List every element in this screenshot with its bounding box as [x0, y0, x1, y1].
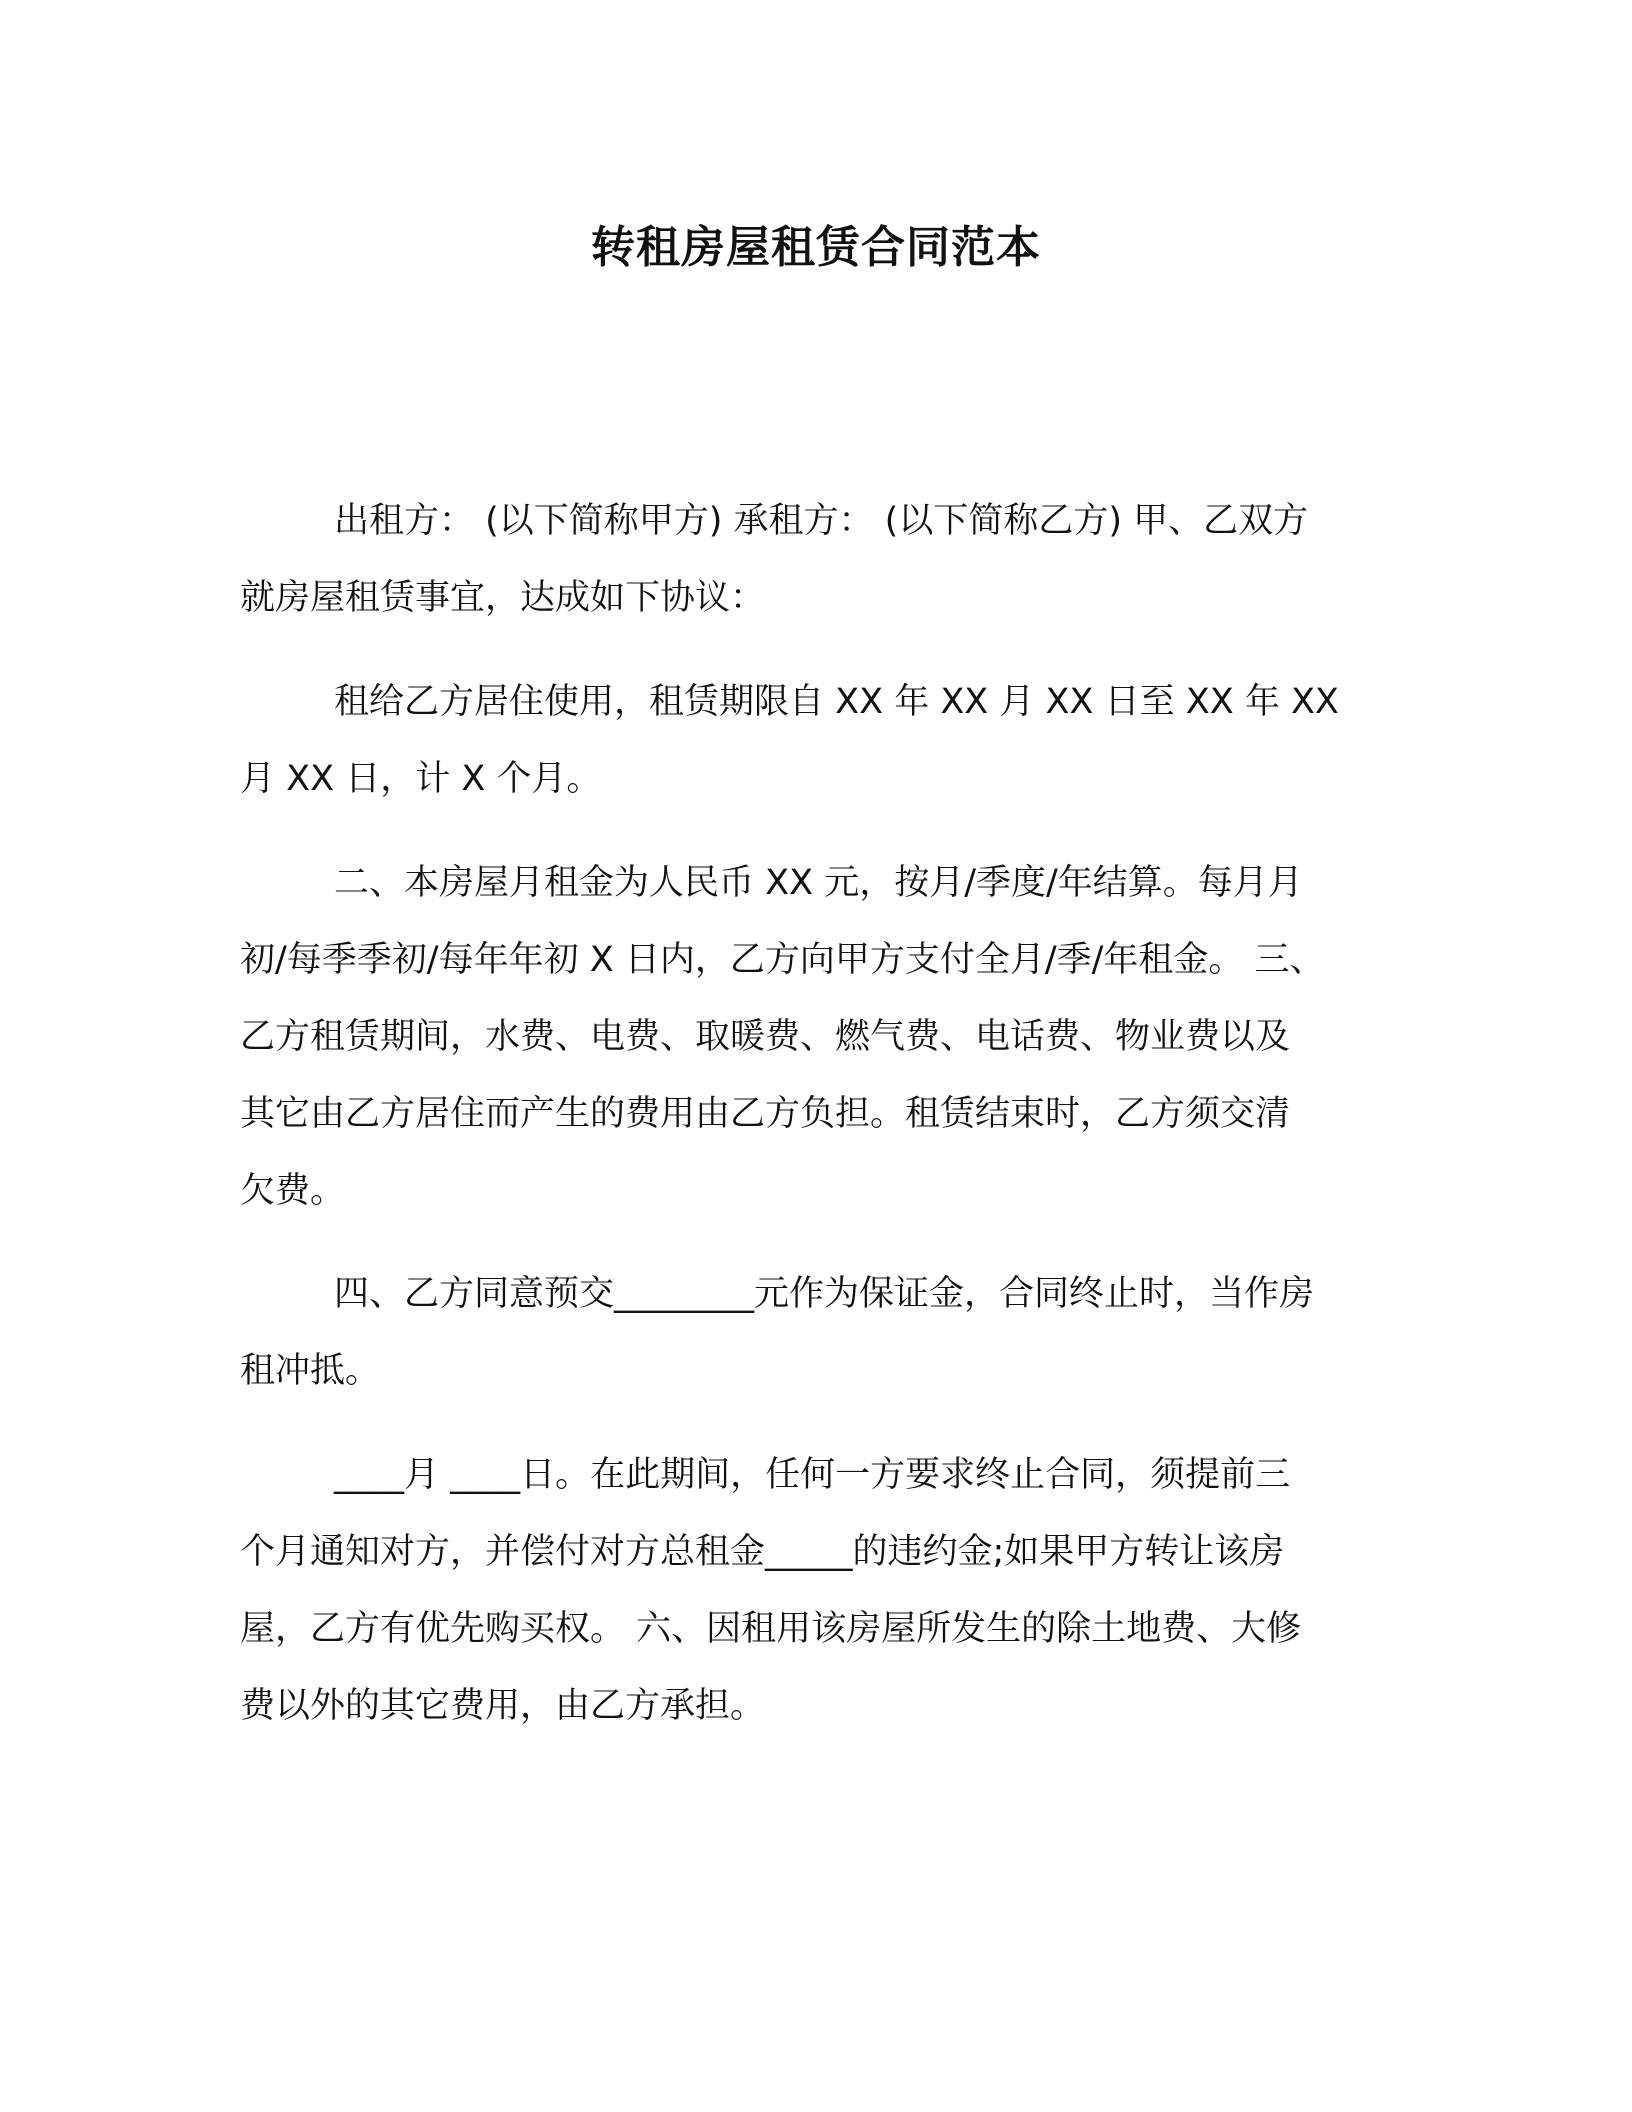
paragraph-line: 月 XX 日，计 X 个月。 — [240, 759, 602, 799]
paragraph-line: 租给乙方居住使用，租赁期限自 XX 年 XX 月 XX 日至 XX 年 XX — [334, 682, 1339, 722]
paragraph-rent-and-fees — [240, 845, 1380, 1230]
paragraph-line: 屋，乙方有优先购买权。 六、因租用该房屋所发生的除土地费、大修 — [240, 1609, 1302, 1649]
paragraph-line: 其它由乙方居住而产生的费用由乙方负担。租赁结束时，乙方须交清 — [240, 1094, 1291, 1134]
paragraph-deposit — [240, 1256, 1380, 1410]
paragraph-line: ____月 ____日。在此期间，任何一方要求终止合同，须提前三 — [334, 1455, 1291, 1495]
paragraph-line: 四、乙方同意预交________元作为保证金，合同终止时，当作房 — [334, 1274, 1315, 1314]
paragraph-line: 初/每季季初/每年年初 X 日内，乙方向甲方支付全月/季/年租金。 三、 — [240, 940, 1325, 980]
paragraph-line: 个月通知对方，并偿付对方总租金_____的违约金;如果甲方转让该房 — [240, 1532, 1285, 1572]
paragraph-line: 乙方租赁期间，水费、电费、取暖费、燃气费、电话费、物业费以及 — [240, 1017, 1291, 1057]
paragraph-line: 二、本房屋月租金为人民币 XX 元，按月/季度/年结算。每月月 — [334, 863, 1303, 903]
paragraph-line: 出租方： (以下简称甲方) 承租方： (以下简称乙方) 甲、乙双方 — [334, 501, 1309, 541]
paragraph-parties — [240, 483, 1380, 637]
paragraph-line: 租冲抵。 — [240, 1351, 381, 1391]
paragraph-line: 费以外的其它费用，由乙方承担。 — [240, 1686, 766, 1726]
paragraph-line: 欠费。 — [240, 1171, 346, 1211]
paragraph-termination — [240, 1437, 1380, 1745]
paragraph-line: 就房屋租赁事宜，达成如下协议： — [240, 578, 766, 618]
document-title: 转租房屋租赁合同范本 — [591, 222, 1041, 273]
paragraph-lease-term — [240, 664, 1380, 818]
